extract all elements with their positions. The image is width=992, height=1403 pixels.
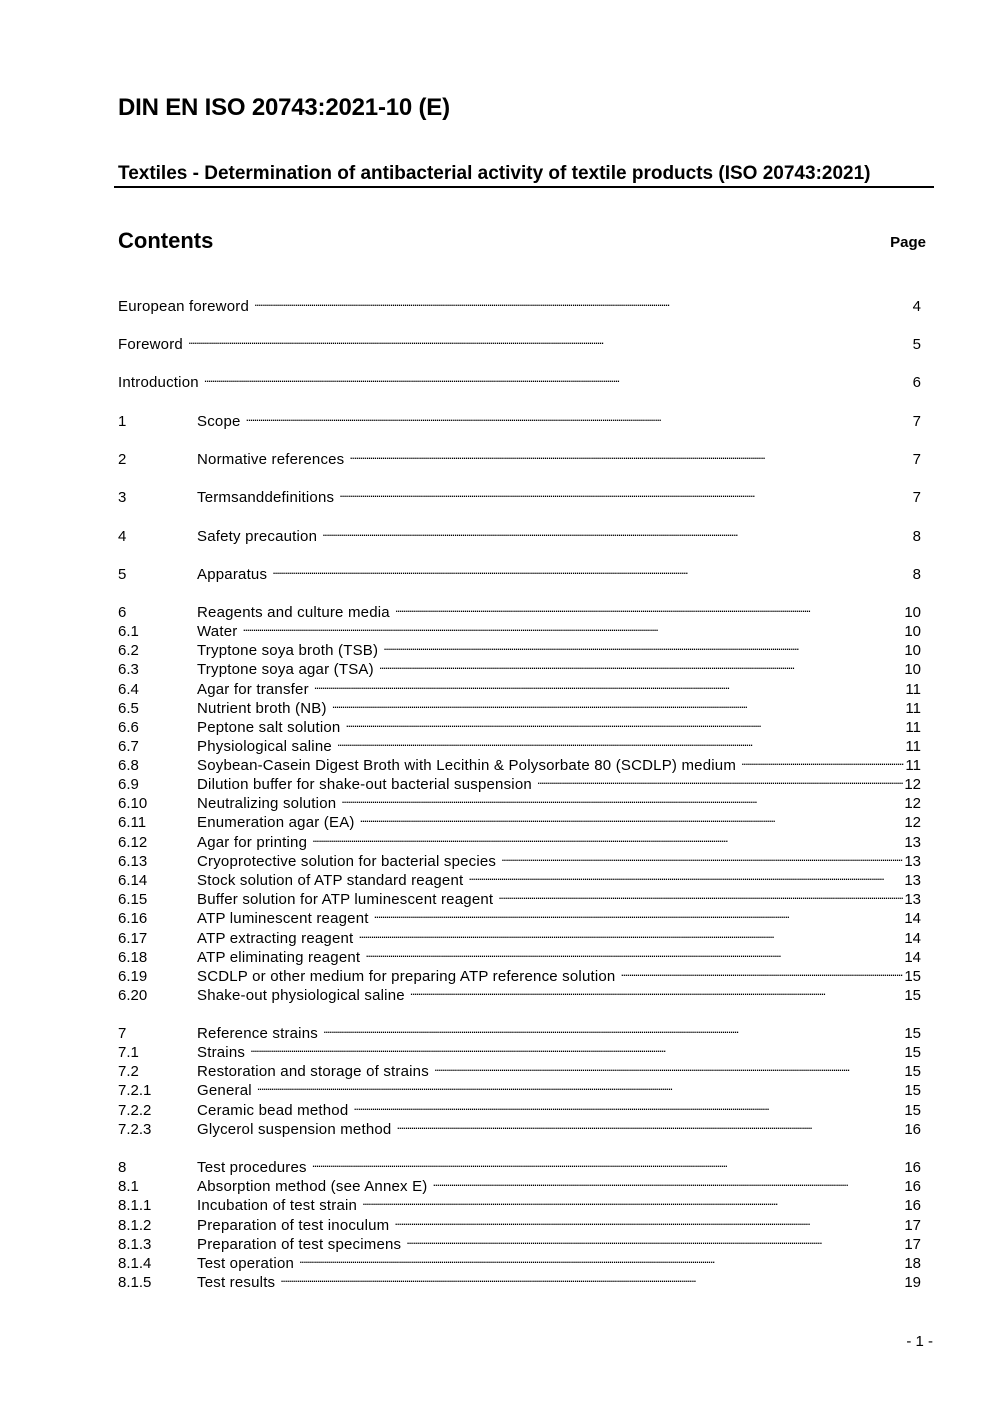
toc-entry[interactable] — [118, 732, 921, 755]
toc-entry-number: 7.2.2 — [118, 1102, 152, 1119]
toc-entry-number: 6.1 — [118, 623, 139, 640]
toc-entry-title: Scope — [197, 413, 241, 430]
toc-entry-number: 8.1.1 — [118, 1197, 152, 1214]
toc-entry-number: 8.1.5 — [118, 1274, 152, 1291]
document-title: Textiles - Determination of antibacterial activity of textile products (ISO 20743:2021) — [118, 163, 871, 184]
toc-entry[interactable] — [118, 847, 921, 870]
dot-leader — [433, 1172, 904, 1191]
toc-entry-title: Soybean-Casein Digest Broth with Lecithin & Polysorbate 80 (SCDLP) medium — [197, 757, 737, 774]
toc-entry-number: 6.11 — [118, 814, 147, 831]
toc-entry-title: Shake-out physiological saline — [197, 987, 405, 1004]
toc-entry-title: Incubation of test strain — [197, 1197, 358, 1214]
toc-entry-page: 11 — [905, 681, 921, 698]
toc-entry[interactable] — [118, 407, 921, 430]
toc-entry[interactable] — [118, 1268, 921, 1291]
dot-leader — [537, 770, 903, 789]
toc-entry-title: Nutrient broth (NB) — [197, 700, 327, 717]
contents-heading: Contents — [118, 228, 214, 253]
dot-leader — [362, 1191, 903, 1210]
toc-entry-number: 6.3 — [118, 661, 139, 678]
dot-leader — [257, 1076, 904, 1095]
toc-entry-title: Termsanddefinitions — [197, 489, 335, 506]
toc-entry-title: Reference strains — [197, 1025, 318, 1042]
toc-entry-page: 8 — [912, 566, 921, 583]
dot-leader — [337, 732, 905, 751]
toc-entry-title: Cryoprotective solution for bacterial species — [197, 853, 497, 870]
toc-entry[interactable] — [118, 1057, 921, 1080]
dot-leader — [246, 407, 912, 426]
toc-entry[interactable] — [118, 751, 921, 774]
toc-entry-title: Test results — [197, 1274, 276, 1291]
toc-entry-page: 12 — [904, 776, 921, 793]
toc-entry-page: 7 — [912, 451, 921, 468]
dot-leader — [379, 655, 904, 674]
toc-entry-title: Apparatus — [197, 566, 268, 583]
toc-entry-page: 16 — [904, 1178, 921, 1195]
toc-entry[interactable] — [118, 1038, 921, 1061]
toc-entry-page: 10 — [904, 604, 921, 621]
dot-leader — [353, 1096, 903, 1115]
toc-entry-number: 6.19 — [118, 968, 148, 985]
toc-entry-page: 10 — [904, 642, 921, 659]
toc-entry-page: 15 — [904, 987, 921, 1004]
toc-entry-page: 16 — [904, 1159, 921, 1176]
toc-entry-page: 11 — [905, 719, 921, 736]
toc-entry-title: European foreword — [118, 298, 249, 315]
toc-entry-title: Glycerol suspension method — [197, 1121, 392, 1138]
toc-entry-page: 15 — [904, 1063, 921, 1080]
toc-entry-page: 14 — [904, 930, 921, 947]
toc-entry-number: 6.12 — [118, 834, 148, 851]
toc-entry-title: Foreword — [118, 336, 183, 353]
toc-entry-title: Peptone salt solution — [197, 719, 341, 736]
toc-entry-number: 7.2 — [118, 1063, 139, 1080]
toc-entry-page: 12 — [904, 795, 921, 812]
toc-entry[interactable] — [118, 962, 921, 985]
toc-entry-page: 7 — [912, 413, 921, 430]
dot-leader — [322, 522, 912, 541]
toc-entry-number: 6.2 — [118, 642, 139, 659]
toc-entry[interactable] — [118, 770, 921, 793]
dot-leader — [383, 636, 903, 655]
toc-entry-number: 6.16 — [118, 910, 148, 927]
toc-entry-number: 6.8 — [118, 757, 139, 774]
toc-entry-number: 8.1.4 — [118, 1255, 152, 1272]
toc-entry[interactable] — [118, 483, 921, 506]
dot-leader — [358, 924, 903, 943]
toc-entry-number: 6.17 — [118, 930, 148, 947]
toc-entry-title: ATP eliminating reagent — [197, 949, 361, 966]
toc-entry-title: Agar for printing — [197, 834, 308, 851]
toc-entry-title: SCDLP or other medium for preparing ATP reference solution — [197, 968, 616, 985]
toc-entry-title: Physiological saline — [197, 738, 332, 755]
toc-entry-title: Test operation — [197, 1255, 295, 1272]
toc-entry-number: 6.7 — [118, 738, 139, 755]
dot-leader — [620, 962, 903, 981]
dot-leader — [374, 904, 904, 923]
toc-entry-page: 15 — [904, 968, 921, 985]
toc-entry-title: General — [197, 1082, 252, 1099]
dot-leader — [254, 292, 912, 311]
toc-entry[interactable] — [118, 1172, 921, 1195]
toc-entry-number: 6.20 — [118, 987, 148, 1004]
toc-entry-page: 14 — [904, 910, 921, 927]
toc-entry-title: Buffer solution for ATP luminescent reagent — [197, 891, 494, 908]
toc-entry-number: 8 — [118, 1159, 127, 1176]
toc-entry[interactable] — [118, 981, 921, 1004]
toc-entry-number: 2 — [118, 451, 127, 468]
toc-entry-title: ATP luminescent reagent — [197, 910, 369, 927]
toc-entry[interactable] — [118, 368, 921, 391]
toc-entry[interactable] — [118, 713, 921, 736]
toc-entry[interactable] — [118, 1019, 921, 1042]
toc-entry-number: 6.9 — [118, 776, 139, 793]
toc-entry[interactable] — [118, 655, 921, 678]
toc-entry-number: 8.1 — [118, 1178, 139, 1195]
dot-leader — [501, 847, 903, 866]
toc-entry-page: 15 — [904, 1082, 921, 1099]
document-id: DIN EN ISO 20743:2021-10 (E) — [118, 94, 450, 121]
toc-entry-page: 14 — [904, 949, 921, 966]
toc-entry-page: 6 — [912, 374, 921, 391]
toc-entry-number: 7.2.3 — [118, 1121, 152, 1138]
toc-entry-title: Tryptone soya agar (TSA) — [197, 661, 374, 678]
toc-entry-page: 11 — [905, 757, 921, 774]
toc-entry[interactable] — [118, 789, 921, 812]
toc-entry[interactable] — [118, 1153, 921, 1176]
dot-leader — [188, 330, 912, 349]
dot-leader — [434, 1057, 903, 1076]
toc-entry-page: 11 — [905, 738, 921, 755]
dot-leader — [312, 1153, 904, 1172]
toc-entry-number: 5 — [118, 566, 127, 583]
dot-leader — [498, 885, 903, 904]
toc-entry-number: 1 — [118, 413, 127, 430]
toc-entry[interactable] — [118, 617, 921, 640]
toc-entry-number: 6.5 — [118, 700, 139, 717]
toc-entry-title: Normative references — [197, 451, 345, 468]
dot-leader — [365, 943, 903, 962]
toc-entry[interactable] — [118, 598, 921, 621]
toc-entry-title: Ceramic bead method — [197, 1102, 349, 1119]
toc-entry[interactable] — [118, 828, 921, 851]
dot-leader — [349, 445, 911, 464]
dot-leader — [299, 1249, 903, 1268]
dot-leader — [280, 1268, 903, 1287]
dot-leader — [468, 866, 903, 885]
toc-entry-page: 16 — [904, 1197, 921, 1214]
page-number: - 1 - — [906, 1333, 933, 1350]
toc-entry[interactable] — [118, 1230, 921, 1253]
dot-leader — [272, 560, 911, 579]
toc-entry-title: Introduction — [118, 374, 199, 391]
toc-entry-page: 13 — [904, 891, 921, 908]
toc-entry-page: 17 — [904, 1236, 921, 1253]
dot-leader — [332, 694, 905, 713]
toc-entry-number: 8.1.2 — [118, 1217, 152, 1234]
toc-entry-number: 6.15 — [118, 891, 148, 908]
dot-leader — [406, 1230, 903, 1249]
toc-entry-title: Preparation of test inoculum — [197, 1217, 390, 1234]
toc-entry-number: 6.6 — [118, 719, 139, 736]
dot-leader — [339, 483, 911, 502]
toc-entry-title: Dilution buffer for shake-out bacterial suspension — [197, 776, 532, 793]
dot-leader — [204, 368, 912, 387]
toc-entry[interactable] — [118, 694, 921, 717]
dot-leader — [242, 617, 903, 636]
toc-entry-page: 10 — [904, 661, 921, 678]
dot-leader — [323, 1019, 903, 1038]
toc-entry-number: 3 — [118, 489, 127, 506]
dot-leader — [394, 1211, 903, 1230]
toc-entry-page: 13 — [904, 834, 921, 851]
toc-entry-title: Reagents and culture media — [197, 604, 390, 621]
toc-entry-title: Test procedures — [197, 1159, 307, 1176]
dot-leader — [314, 675, 905, 694]
toc-entry[interactable] — [118, 808, 921, 831]
toc-entry-title: Neutralizing solution — [197, 795, 337, 812]
toc-entry-number: 7 — [118, 1025, 127, 1042]
toc-entry[interactable] — [118, 1096, 921, 1119]
toc-entry-page: 15 — [904, 1102, 921, 1119]
toc-entry-number: 6.10 — [118, 795, 148, 812]
toc-entry-page: 10 — [904, 623, 921, 640]
toc-entry[interactable] — [118, 636, 921, 659]
toc-entry[interactable] — [118, 866, 921, 889]
toc-entry-title: Absorption method (see Annex E) — [197, 1178, 428, 1195]
toc-entry-title: ATP extracting reagent — [197, 930, 354, 947]
toc-entry-title: Preparation of test specimens — [197, 1236, 402, 1253]
toc-entry[interactable] — [118, 885, 921, 908]
toc-entry-page: 16 — [904, 1121, 921, 1138]
toc-entry-title: Agar for transfer — [197, 681, 309, 698]
toc-entry[interactable] — [118, 924, 921, 947]
toc-entry-page: 8 — [912, 528, 921, 545]
toc-entry-title: Strains — [197, 1044, 246, 1061]
toc-entry[interactable] — [118, 904, 921, 927]
toc-entry-number: 7.1 — [118, 1044, 139, 1061]
toc-entry-title: Enumeration agar (EA) — [197, 814, 355, 831]
toc-entry-number: 6.4 — [118, 681, 139, 698]
toc-entry[interactable] — [118, 675, 921, 698]
dot-leader — [741, 751, 904, 770]
toc-entry-title: Restoration and storage of strains — [197, 1063, 429, 1080]
toc-entry[interactable] — [118, 1115, 921, 1138]
dot-leader — [345, 713, 904, 732]
toc-entry[interactable] — [118, 292, 921, 315]
toc-entry-number: 6.18 — [118, 949, 148, 966]
title-rule — [114, 186, 934, 188]
toc-entry[interactable] — [118, 330, 921, 353]
dot-leader — [395, 598, 903, 617]
toc-entry-page: 5 — [912, 336, 921, 353]
toc-entry-page: 13 — [904, 872, 921, 889]
toc-entry-number: 4 — [118, 528, 127, 545]
dot-leader — [341, 789, 903, 808]
toc-entry-title: Tryptone soya broth (TSB) — [197, 642, 379, 659]
toc-entry-title: Safety precaution — [197, 528, 318, 545]
dot-leader — [312, 828, 903, 847]
toc-entry-title: Stock solution of ATP standard reagent — [197, 872, 464, 889]
toc-entry-number: 6 — [118, 604, 127, 621]
toc-entry-page: 19 — [904, 1274, 921, 1291]
toc-entry-page: 15 — [904, 1044, 921, 1061]
toc-entry-page: 13 — [904, 853, 921, 870]
toc-entry-title: Water — [197, 623, 238, 640]
toc-entry-page: 4 — [912, 298, 921, 315]
toc-entry[interactable] — [118, 943, 921, 966]
toc-entry-page: 12 — [904, 814, 921, 831]
toc-entry[interactable] — [118, 1211, 921, 1234]
toc-entry[interactable] — [118, 560, 921, 583]
toc-entry-page: 7 — [912, 489, 921, 506]
page-column-heading: Page — [890, 234, 926, 251]
toc-entry-number: 6.13 — [118, 853, 148, 870]
toc-entry-page: 17 — [904, 1217, 921, 1234]
toc-entry-page: 18 — [904, 1255, 921, 1272]
toc-entry[interactable] — [118, 445, 921, 468]
toc-entry-number: 8.1.3 — [118, 1236, 152, 1253]
dot-leader — [250, 1038, 903, 1057]
toc-entry-number: 6.14 — [118, 872, 148, 889]
dot-leader — [360, 808, 904, 827]
dot-leader — [396, 1115, 903, 1134]
toc-entry-page: 11 — [905, 700, 921, 717]
toc-entry[interactable] — [118, 1191, 921, 1214]
toc-entry[interactable] — [118, 522, 921, 545]
toc-entry[interactable] — [118, 1076, 921, 1099]
dot-leader — [410, 981, 904, 1000]
toc-entry[interactable] — [118, 1249, 921, 1272]
toc-entry-page: 15 — [904, 1025, 921, 1042]
toc-entry-number: 7.2.1 — [118, 1082, 152, 1099]
